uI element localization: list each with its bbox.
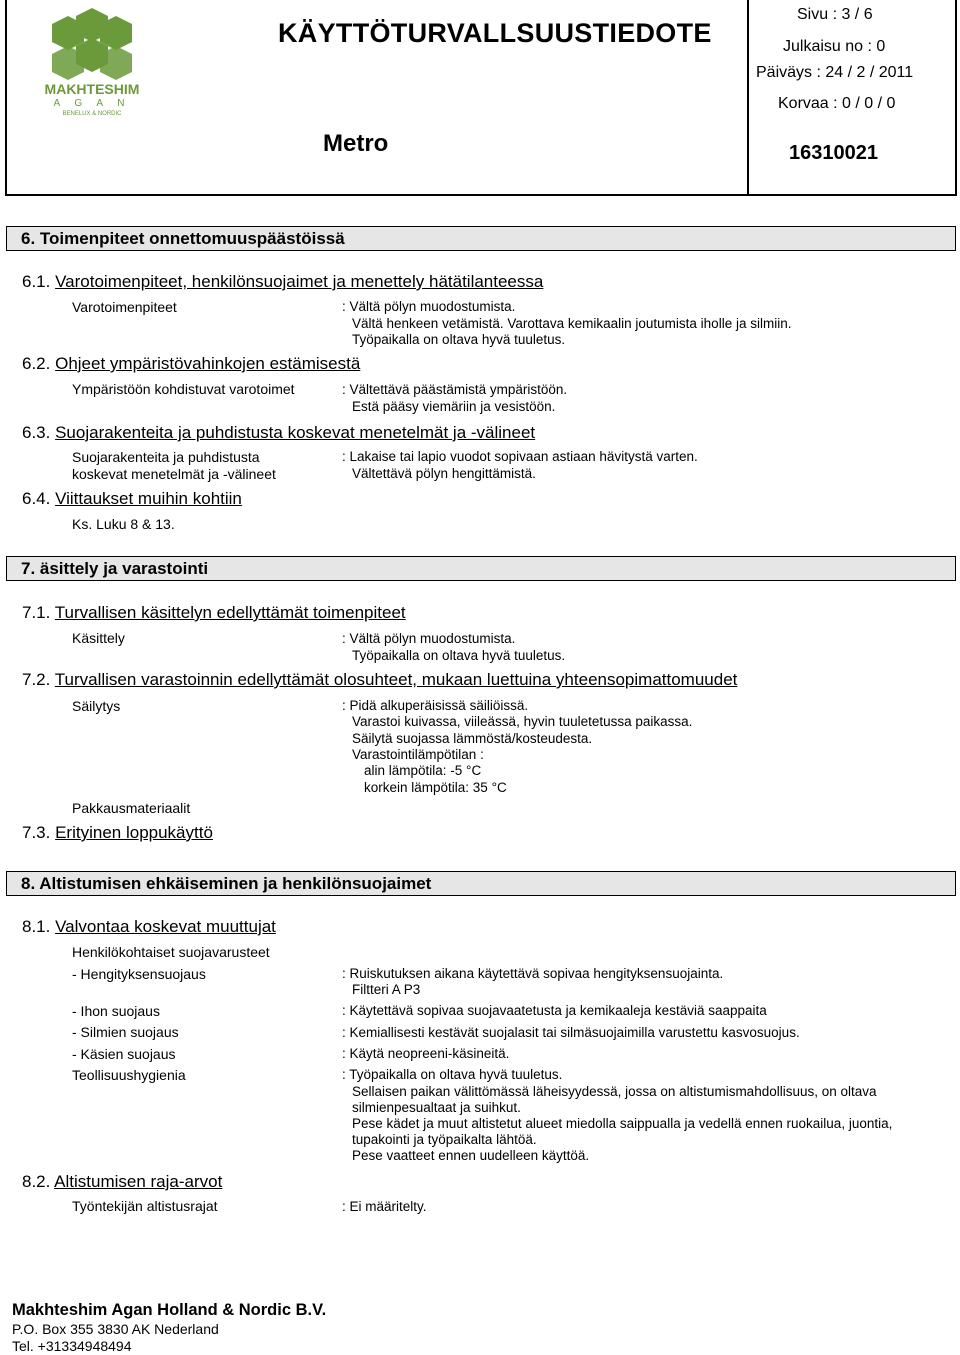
s63-line-2: Vältettävä pölyn hengittämistä. — [352, 466, 536, 481]
hyg-line-3: silmienpesualtaat ja suihkut. — [352, 1100, 521, 1115]
document-number: 16310021 — [789, 142, 878, 164]
s81-heading: 8.1. Valvontaa koskevat muuttujat — [22, 917, 276, 936]
section-7-title: 7. äsittely ja varastointi — [21, 559, 209, 578]
section-6-bar — [6, 226, 956, 251]
s61-label: Varotoimenpiteet — [72, 299, 177, 315]
s72-line-3: Säilytä suojassa lämmöstä/kosteudesta. — [352, 731, 593, 746]
s63-heading: 6.3. Suojarakenteita ja puhdistusta koskevat menetelmät ja -välineet — [22, 423, 536, 442]
resp-line-1: : Ruiskutuksen aikana käytettävä sopivaa hengityksensuojainta. — [342, 966, 724, 981]
page-number: Sivu : 3 / 6 — [797, 6, 873, 23]
s72-max-temp: korkein lämpötila: 35 °C — [364, 780, 507, 795]
s82-value: : Ei määritelty. — [342, 1199, 427, 1214]
s62-line-1: : Vältettävä päästämistä ympäristöön. — [342, 382, 568, 397]
product-name: Metro — [323, 130, 389, 157]
section-8-bar — [6, 871, 956, 896]
hyg-line-5: tupakointi ja työpaikalta lähtöä. — [352, 1132, 537, 1147]
s63-label-2: koskevat menetelmät ja -välineet — [72, 466, 276, 482]
footer-address: P.O. Box 355 3830 AK Nederland — [12, 1321, 219, 1337]
ppe-label: Henkilökohtaiset suojavarusteet — [72, 944, 270, 960]
skin-value: : Käytettävä sopivaa suojavaatetusta ja kemikaaleja kestäviä saappaita — [342, 1003, 767, 1018]
edition: Julkaisu no : 0 — [783, 38, 886, 55]
hyg-label: Teollisuushygienia — [72, 1067, 186, 1083]
s71-line-1: : Vältä pölyn muodostumista. — [342, 631, 516, 646]
s72-min-temp: alin lämpötila: -5 °C — [364, 763, 482, 778]
s62-line-2: Estä pääsy viemäriin ja vesistöön. — [352, 399, 556, 414]
document-title: KÄYTTÖTURVALLSUUSTIEDOTE — [278, 18, 712, 48]
s72-heading: 7.2. Turvallisen varastoinnin edellyttämät olosuhteet, mukaan luettuina yhteensopimattomuudet — [22, 670, 738, 689]
hand-label: - Käsien suojaus — [72, 1046, 176, 1062]
s72-line-1: : Pidä alkuperäisissä säiliöissä. — [342, 698, 529, 713]
hyg-line-1: : Työpaikalla on oltava hyvä tuuletus. — [342, 1067, 563, 1082]
s61-heading: 6.1. Varotoimenpiteet, henkilönsuojaimet ja menettely hätätilanteessa — [22, 272, 544, 291]
s72-label: Säilytys — [72, 698, 121, 714]
footer-company: Makhteshim Agan Holland & Nordic B.V. — [12, 1301, 327, 1319]
logo-name: MAKHTESHIM — [44, 81, 140, 97]
resp-line-2: Filtteri A P3 — [352, 982, 421, 997]
s61-line-1: : Vältä pölyn muodostumista. — [342, 299, 516, 314]
s64-text: Ks. Luku 8 & 13. — [72, 516, 175, 532]
s82-heading: 8.2. Altistumisen raja-arvot — [22, 1172, 223, 1191]
hyg-line-6: Pese vaatteet ennen uudelleen käyttöä. — [352, 1148, 590, 1163]
eye-value: : Kemiallisesti kestävät suojalasit tai silmäsuojaimilla varustettu kasvosuojus. — [342, 1025, 800, 1040]
resp-label: - Hengityksensuojaus — [72, 966, 206, 982]
s72-pack-label: Pakkausmateriaalit — [72, 800, 191, 816]
s72-line-4: Varastointilämpötilan : — [352, 747, 484, 762]
s71-line-2: Työpaikalla on oltava hyvä tuuletus. — [352, 648, 566, 663]
revision: Korvaa : 0 / 0 / 0 — [778, 95, 896, 112]
section-6-title: 6. Toimenpiteet onnettomuuspäästöissä — [21, 229, 345, 248]
footer-phone: Tel. +31334948494 — [12, 1338, 132, 1354]
s61-line-2: Vältä henkeen vetämistä. Varottava kemikaalin joutumista iholle ja silmiin. — [352, 316, 792, 331]
makhteshim-logo — [12, 8, 172, 116]
s82-label: Työntekijän altistusrajat — [72, 1198, 218, 1214]
section-7-bar — [6, 556, 956, 581]
s71-heading: 7.1. Turvallisen käsittelyn edellyttämät toimenpiteet — [22, 603, 406, 622]
logo-tag: BENELUX & NORDIC — [62, 111, 122, 116]
eye-label: - Silmien suojaus — [72, 1024, 179, 1040]
s73-heading: 7.3. Erityinen loppukäyttö — [22, 823, 213, 842]
date: Päiväys : 24 / 2 / 2011 — [756, 64, 914, 81]
s72-line-2: Varastoi kuivassa, viileässä, hyvin tuuletetussa paikassa. — [352, 714, 693, 729]
hand-value: : Käytä neopreeni-käsineitä. — [342, 1046, 510, 1061]
s61-line-3: Työpaikalla on oltava hyvä tuuletus. — [352, 332, 566, 347]
s63-label-1: Suojarakenteita ja puhdistusta — [72, 449, 260, 465]
skin-label: - Ihon suojaus — [72, 1003, 160, 1019]
hyg-line-4: Pese kädet ja muut altistetut alueet miedolla saippualla ja vedellä ennen ruokailua, juontia, — [352, 1116, 893, 1131]
s62-heading: 6.2. Ohjeet ympäristövahinkojen estämisestä — [22, 354, 361, 373]
logo-sub: A G A N — [53, 98, 131, 109]
s63-line-1: : Lakaise tai lapio vuodot sopivaan astiaan hävitystä varten. — [342, 449, 698, 464]
hyg-line-2: Sellaisen paikan välittömässä läheisyydessä, jossa on altistumismahdollisuus, on oltava — [352, 1084, 877, 1099]
s64-heading: 6.4. Viittaukset muihin kohtiin — [22, 489, 242, 508]
header-divider — [747, 0, 749, 196]
section-8-title: 8. Altistumisen ehkäiseminen ja henkilönsuojaimet — [21, 874, 432, 893]
s71-label: Käsittely — [72, 630, 125, 646]
s62-label: Ympäristöön kohdistuvat varotoimet — [72, 381, 295, 397]
